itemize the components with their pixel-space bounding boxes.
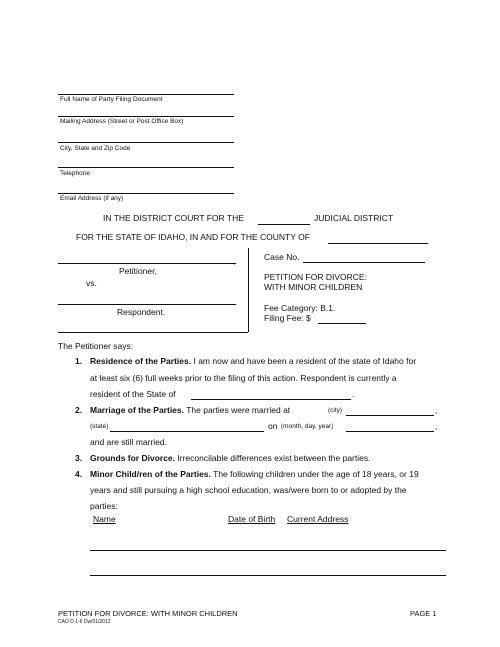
item-2-comma-2: , — [435, 421, 438, 431]
item-2-number: 2. — [75, 405, 83, 415]
child-row-line-1 — [90, 550, 446, 551]
item-4-line-3: parties: — [90, 501, 118, 511]
item-4-line-1: Minor Child/ren of the Parties. The following children under the age of 18 years, or 19 — [90, 469, 419, 479]
item-4-line-2: years and still pursuing a high school education, was/were born to or adopted by the — [90, 485, 407, 495]
city-line — [58, 142, 234, 143]
case-no-blank — [303, 262, 425, 263]
vs-label: vs. — [86, 278, 97, 288]
county-blank — [328, 243, 428, 244]
item-2-comma-1: , — [435, 405, 438, 415]
filing-fee-blank — [318, 323, 366, 324]
on-label: on — [268, 421, 278, 431]
address-line — [58, 116, 234, 117]
petitioner-line — [58, 263, 236, 264]
email-line — [58, 193, 234, 194]
footer-page-number: PAGE 1 — [410, 609, 437, 618]
filing-fee-label: Filing Fee: $ — [264, 313, 311, 323]
city-hint: (city) — [328, 407, 343, 414]
column-header-address: Current Address — [287, 514, 349, 524]
footer-form-code: CAO D 1-6 Dw/01/2012 — [58, 619, 111, 625]
name-line — [58, 94, 234, 95]
intro-text: The Petitioner says: — [58, 341, 134, 351]
field-label-telephone: Telephone — [60, 170, 90, 177]
court-line-1a: IN THE DISTRICT COURT FOR THE — [103, 213, 244, 223]
column-header-name: Name — [93, 514, 116, 524]
city-blank — [346, 415, 434, 416]
court-line-2: FOR THE STATE OF IDAHO, IN AND FOR THE COUNTY OF — [76, 232, 310, 242]
telephone-line — [58, 167, 234, 168]
footer-title: PETITION FOR DIVORCE: WITH MINOR CHILDREN — [58, 609, 238, 618]
item-4-number: 4. — [75, 469, 83, 479]
district-blank — [258, 224, 310, 225]
case-no-label: Case No. — [264, 252, 300, 262]
field-label-address: Mailing Address (Street or Post Office Box) — [60, 118, 184, 125]
item-2-line-3: and are still married. — [90, 437, 168, 447]
field-label-name: Full Name of Party Filing Document — [60, 96, 163, 103]
field-label-city: City, State and Zip Code — [60, 145, 131, 152]
item-1-line-1: Residence of the Parties. I am now and have been a resident of the state of Idaho for — [90, 356, 417, 366]
state-blank — [110, 431, 264, 432]
item-2-line-1: Marriage of the Parties. The parties were married at — [90, 405, 291, 415]
caption-bottom-line — [58, 332, 248, 333]
child-row-line-2 — [90, 575, 446, 576]
court-line-1b: JUDICIAL DISTRICT — [314, 213, 394, 223]
item-3-number: 3. — [75, 453, 83, 463]
caption-comma: , — [233, 256, 236, 266]
item-1-line-3: resident of the State of — [90, 389, 176, 399]
date-blank — [346, 431, 434, 432]
fee-category: Fee Category: B.1. — [264, 303, 336, 313]
respondent-label: Respondent. — [117, 307, 166, 317]
item-1-number: 1. — [75, 356, 83, 366]
field-label-email: Email Address (if any) — [60, 195, 124, 202]
respondent-line — [58, 304, 236, 305]
caption-divider — [248, 248, 249, 332]
state-hint: (state) — [90, 423, 109, 430]
petition-title-1: PETITION FOR DIVORCE: — [264, 272, 367, 282]
petition-title-2: WITH MINOR CHILDREN — [264, 282, 363, 292]
petitioner-label: Petitioner, — [119, 266, 157, 276]
date-hint: (month, day, year) — [281, 423, 334, 430]
state-of-residence-blank — [191, 399, 351, 400]
item-1-period: . — [352, 389, 355, 399]
item-3-line-1: Grounds for Divorce. Irreconcilable differences exist between the parties. — [90, 453, 371, 463]
item-1-line-2: at least six (6) full weeks prior to the filing of this action. Respondent is currently a — [90, 373, 397, 383]
column-header-dob: Date of Birth — [228, 514, 276, 524]
